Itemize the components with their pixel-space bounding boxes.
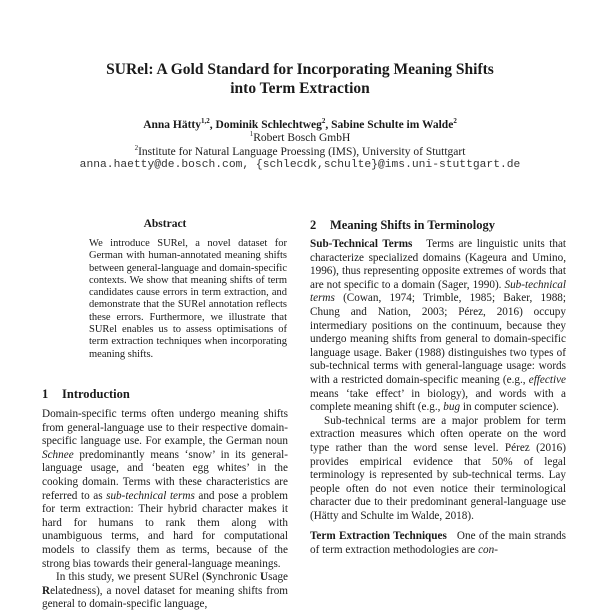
author-emails: anna.haetty@de.bosch.com, {schlecdk,schulte}@ims.uni-stuttgart.de [79, 159, 521, 171]
affiliation-1: $^1$Robert Bosch GmbH [249, 130, 351, 144]
abstract-heading: Abstract [143, 218, 187, 230]
section-1-body [42, 408, 288, 612]
subsection-title: Term Extraction Techniques [310, 530, 447, 543]
paragraph: Domain-specific terms often undergo meaning shifts from general-language use to their respective domain-specific language use. For example, the German noun Schnee predominantly means ‘snow’ in its general-language usage, and ‘beaten egg whites’ in the cooking domain. Terms with these characteristics are referred to as sub-technical terms and pose a problem for term extraction: Their hybrid character makes it hard for humans to rank them along with unambiguous terms, and hard for computational models to classify them as terms, because of the strong bias towards their general-language meanings. [42, 408, 288, 570]
paper-title [0, 60, 600, 98]
section-2-body [310, 238, 566, 558]
author-name: Dominik Schlechtweg [215, 119, 322, 131]
paragraph: Term Extraction Techniques One of the main strands of term extraction methodologies are con- [310, 530, 566, 557]
abstract-body: We introduce SURel, a novel dataset for German with human-annotated meaning shifts between general-language and domain-specific contexts. We show that meaning shifts of term candidates cause errors in term extraction, and demonstrate that the SURel annotation reflects these errors. Furthermore, we illustrate that SURel enables us to assess optimisations of term extraction techniques when incorporating meaning shifts. [89, 238, 287, 360]
subsection-title: Sub-Technical Terms [310, 238, 413, 250]
section-2-heading: 2 Meaning Shifts in Terminology [310, 218, 495, 232]
title-line-2: into Term Extraction [230, 80, 370, 97]
paragraph: Sub-Technical Terms Terms are linguistic units that characterize specialized domains (Kageura and Umino, 1996), thus representing opposite extremes of words that are not specific to a domain (Sager, 1990). Sub-technical terms (Cowan, 1974; Trimble, 1985; Baker, 1988; Chung and Nation, 2003; Pérez, 2016) occupy intermediary positions on the continuum, because they undergo meaning shifts from general to domain-specific language usage. Baker (1988) distinguishes two types of sub-technical terms with general-language usage: words with a restricted domain-specific meaning (e.g., effective means ‘take effect’ in biology), and words with a complete meaning shift (e.g., bug in computer science). [310, 238, 567, 414]
author-list: Anna Hätty$^{1,2}$, Dominik Schlechtweg$^2$, Sabine Schulte im Walde$^2$ [143, 117, 457, 131]
affiliation-2: $^2$Institute for Natural Language Proessing (IMS), University of Stuttgart [134, 144, 466, 158]
section-1-heading: 1 Introduction [42, 387, 130, 401]
paragraph: In this study, we present SURel (Synchronic Usage Relatedness), a novel dataset for meaning shifts from general to domain-specific language, [42, 571, 289, 611]
author-name: Sabine Schulte im Walde [331, 119, 454, 131]
author-name: Anna Hätty [143, 119, 202, 131]
paragraph: Sub-technical terms are a major problem for term extraction measures which often operate on the word type rather than the word sense level. Pérez (2016) provides empirical evidence that 50% of legal terminology is represented by sub-technical terms. Lay people often do not even notice their terminological character due to their predominant general-language use (Hätty and Schulte im Walde, 2018). [310, 414, 566, 522]
title-line-1: SURel: A Gold Standard for Incorporating Meaning Shifts [106, 61, 494, 78]
